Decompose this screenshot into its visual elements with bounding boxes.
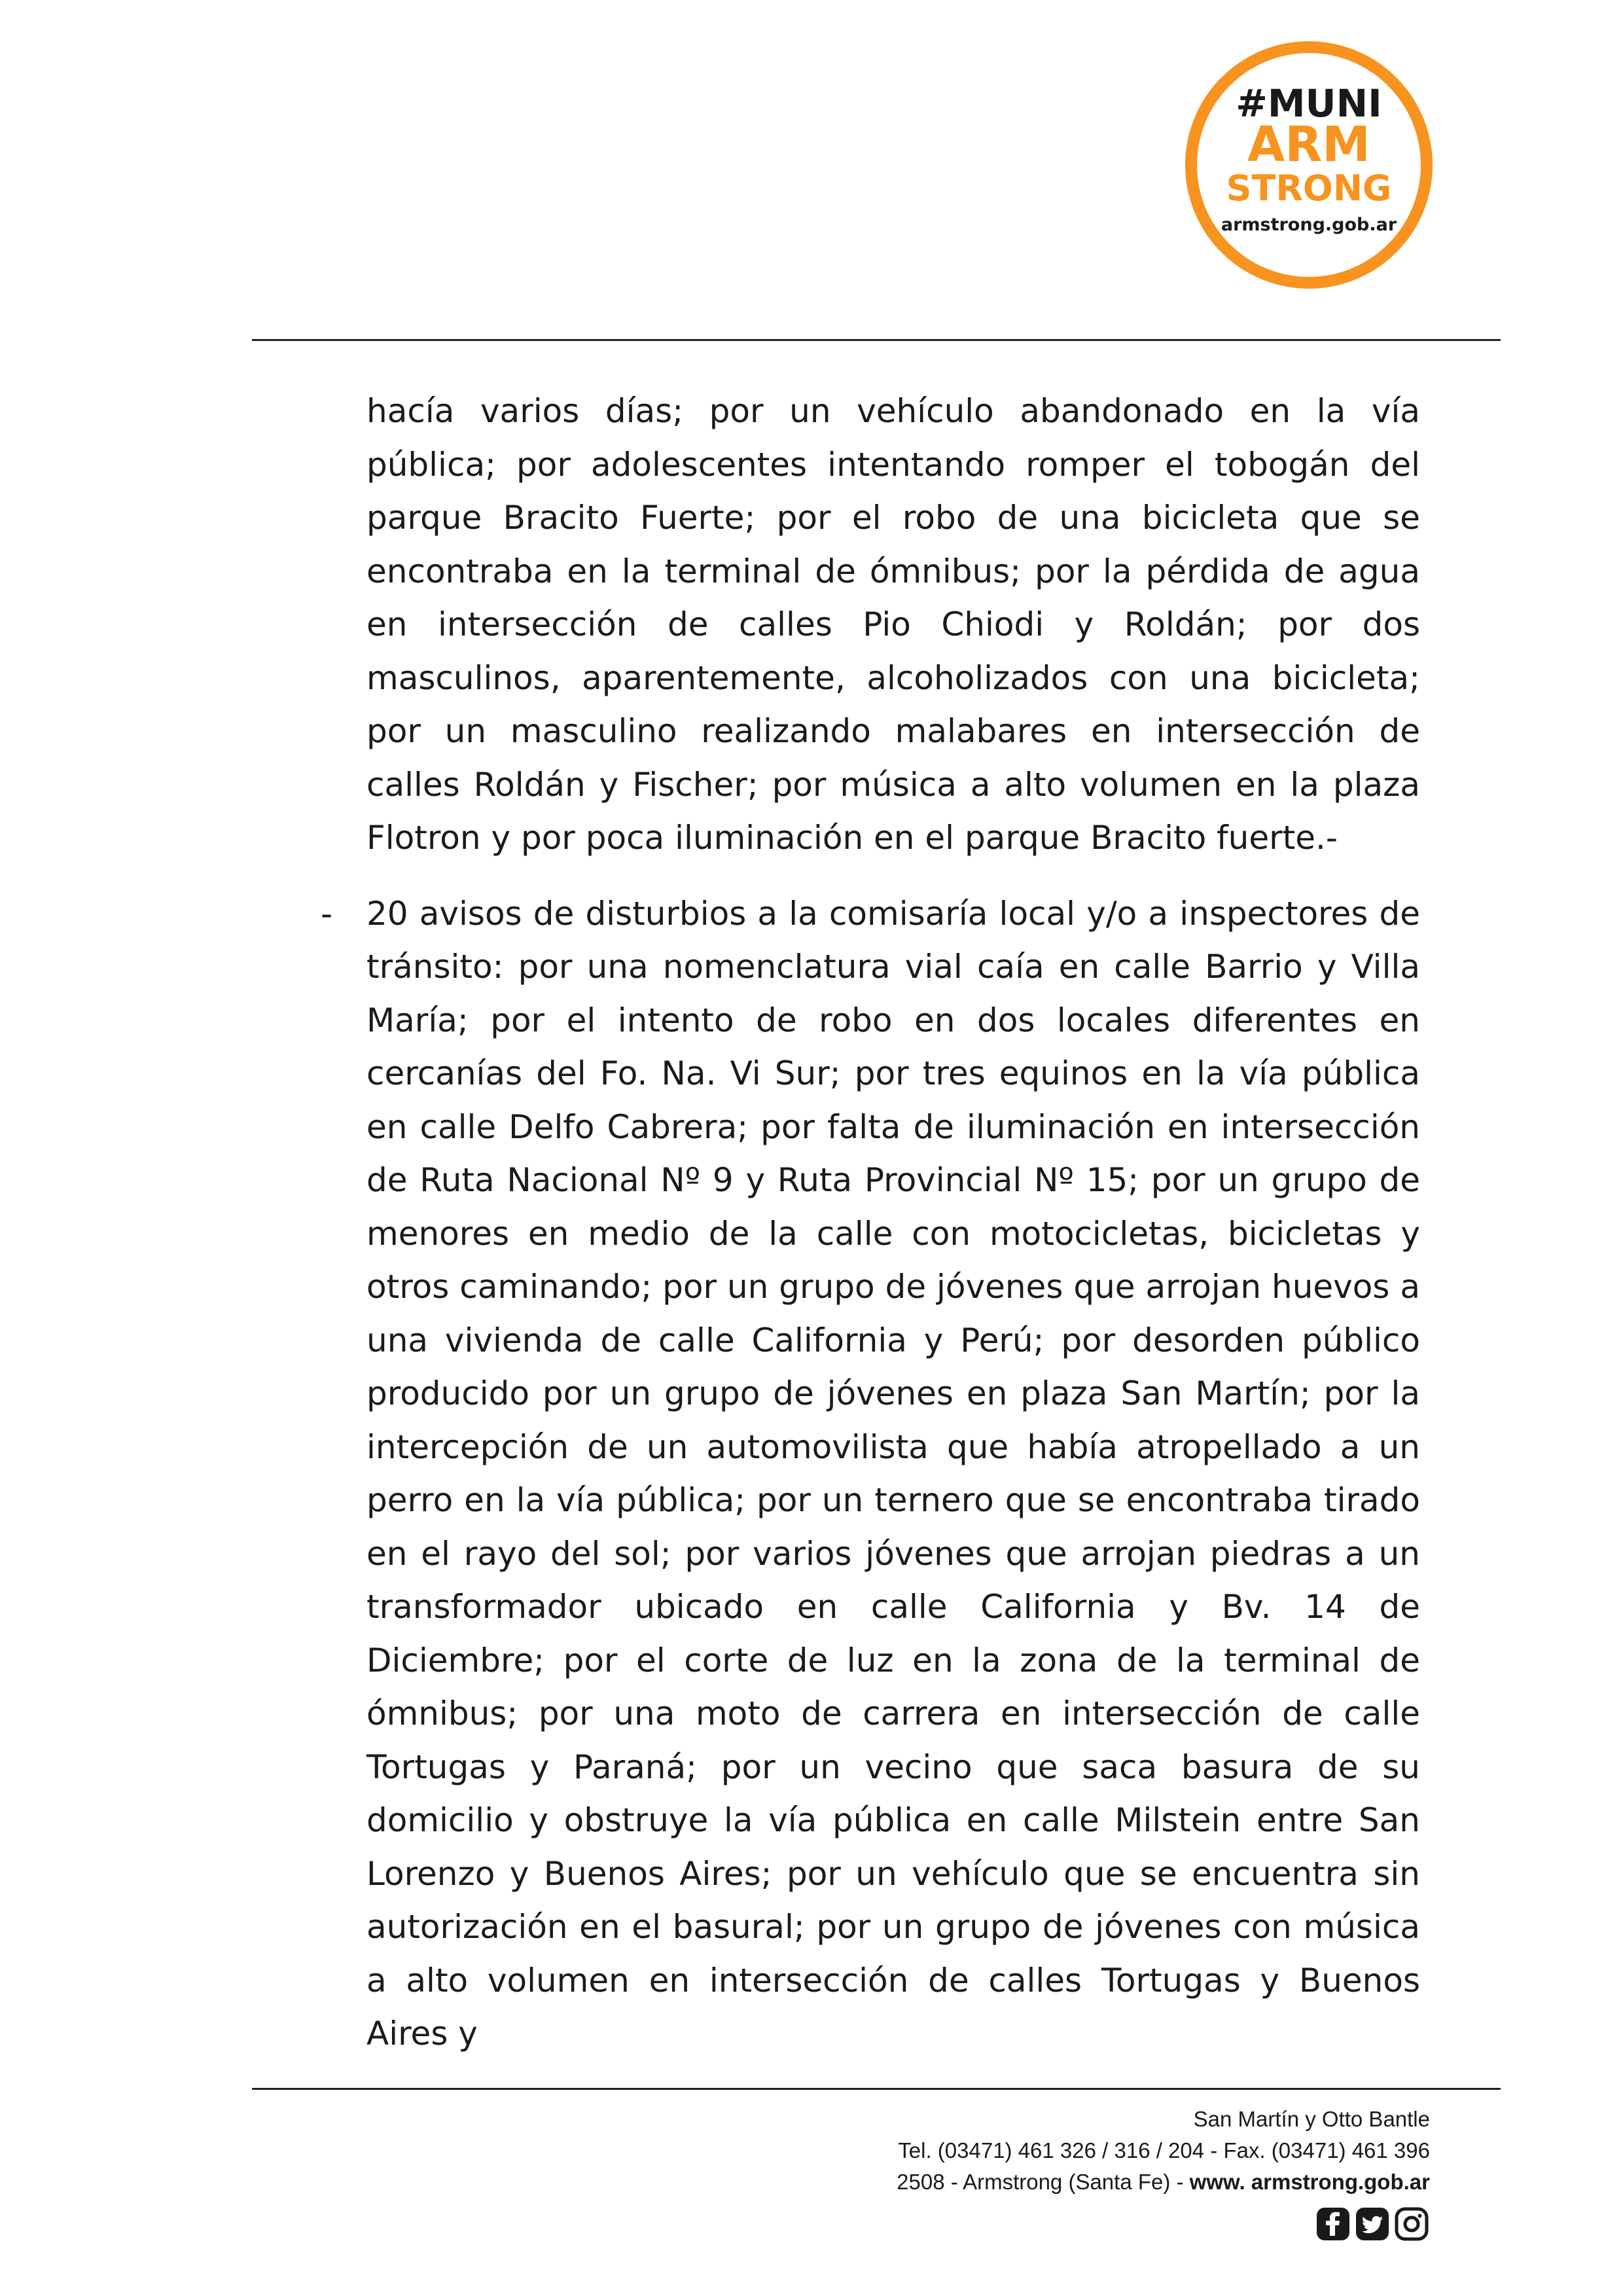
footer-divider (252, 2088, 1501, 2090)
footer-website[interactable]: www. armstrong.gob.ar (1189, 2170, 1430, 2194)
logo-line2: ARM (1247, 117, 1370, 173)
social-icons (1315, 2206, 1430, 2242)
municipality-logo (1183, 39, 1435, 291)
footer-city: 2508 - Armstrong (Santa Fe) - (897, 2170, 1190, 2194)
logo-line3: STRONG (1226, 168, 1392, 209)
logo-line1: #MUNI (1236, 81, 1382, 126)
document-body (321, 385, 1420, 2061)
paragraph-continuation: hacía varios días; por un vehículo abandonado en la vía pública; por adolescentes intentando romper el tobogán del parque Bracito Fuerte; por el robo de una bicicleta que se encontraba en la terminal de ómnibus; por la pérdida de agua en intersección de calles Pio Chiodi y Roldán; por dos masculinos, aparentemente, alcoholizados con una bicicleta; por un masculino realizando malabares en intersección de calles Roldán y Fischer; por música a alto volumen en la plaza Flotron y por poca iluminación en el parque Bracito fuerte.- (366, 392, 1420, 857)
footer (645, 2104, 1430, 2198)
list-bullet: - (321, 894, 333, 933)
header-divider (252, 339, 1501, 341)
footer-phones: Tel. (03471) 461 326 / 316 / 204 - Fax. (03471) 461 396 (898, 2138, 1430, 2162)
twitter-icon[interactable] (1354, 2206, 1391, 2242)
list-item-text: 20 avisos de disturbios a la comisaría local y/o a inspectores de tránsito: por una nomenclatura vial caía en calle Barrio y Villa María; por el intento de robo en dos locales diferentes en cercanías del Fo. Na. Vi Sur; por tres equinos en la vía pública en calle Delfo Cabrera; por falta de iluminación en intersección de Ruta Nacional Nº 9 y Ruta Provincial Nº 15; por un grupo de menores en medio de la calle con motocicletas, bicicletas y otros caminando; por un grupo de jóvenes que arrojan huevos a una vivienda de calle California y Perú; por desorden público producido por un grupo de jóvenes en plaza San Martín; por la intercepción de un automovilista que había atropellado a un perro en la vía pública; por un ternero que se encontraba tirado en el rayo del sol; por varios jóvenes que arrojan piedras a un transformador ubicado en calle California y Bv. 14 de Diciembre; por el corte de luz en la zona de la terminal de ómnibus; por una moto de carrera en intersección de calle Tortugas y Paraná; por un vecino que saca basura de su domicilio y obstruye la vía pública en calle Milstein entre San Lorenzo y Buenos Aires; por un vehículo que se encuentra sin autorización en el basural; por un grupo de jóvenes con música a alto volumen en intersección de calles Tortugas y Buenos Aires y (366, 894, 1420, 2053)
footer-address: San Martín y Otto Bantle (1193, 2107, 1430, 2131)
instagram-icon[interactable] (1393, 2206, 1430, 2242)
facebook-icon[interactable] (1315, 2206, 1351, 2242)
logo-domain: armstrong.gob.ar (1221, 215, 1397, 235)
list-item (321, 888, 1420, 2061)
footer-city-line (645, 2166, 1430, 2198)
